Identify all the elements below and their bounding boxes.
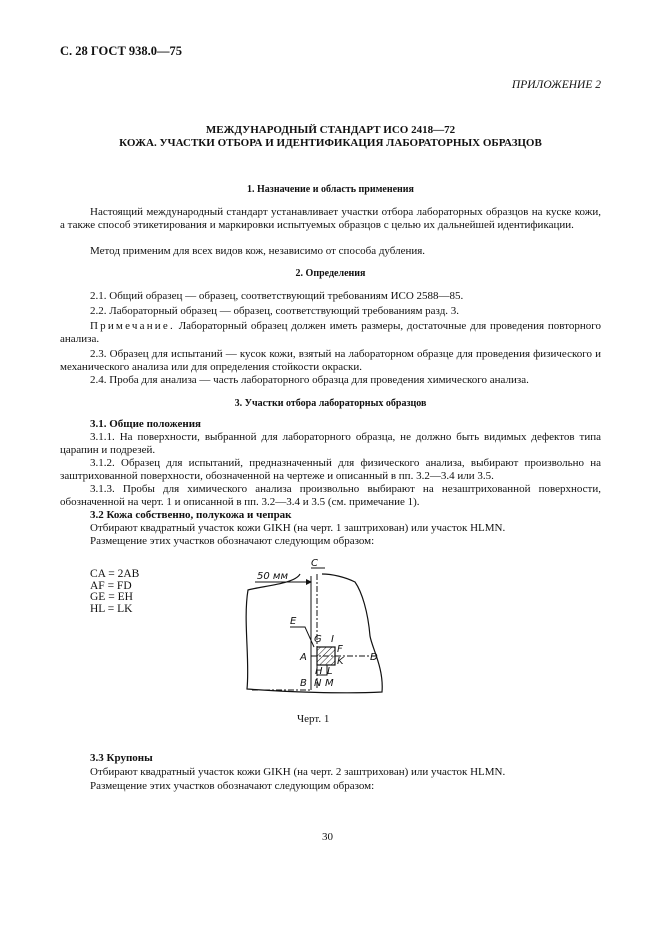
label-B: B [300,678,307,689]
clause-3-3-selection: Отбирают квадратный участок кожи GIKH (на черт. 2 заштрихован) или участок HLMN. [90,766,506,778]
label-D: D [370,652,378,663]
label-E: E [290,616,297,627]
leader-E [290,627,314,647]
definition-2-2: 2.2. Лабораторный образец — образец, соответствующий требованиям разд. 3. [90,305,460,317]
square-GIKH [317,647,335,665]
definition-2-3: 2.3. Образец для испытаний — кусок кожи, взятый на лабораторном образце для проведения физического и механического анализа или для определения стойкости окраски. [60,348,601,374]
definition-2-1: 2.1. Общий образец — образец, соответствующий требованиям ИСО 2588—85. [90,290,464,302]
label-G: G [314,634,322,645]
subsection-3-3-heading: 3.3 Крупоны [90,752,153,764]
section-1-paragraph: Настоящий международный стандарт устанавливает участки отбора лабораторных образцов на куске кожи, а также способ этикетирования и маркировки испытуемых образцов с целью их дальнейшей идентификации. [60,206,601,232]
clause-3-1-2: 3.1.2. Образец для испытаний, предназначенный для физического анализа, выбирают произвольно на заштрихованной поверхности, обозначенной на чертеже и описанный в пп. 3.2—3.4 или 3.5. [60,457,601,483]
section-1-heading: 1. Назначение и область применения [247,184,414,195]
page-header: С. 28 ГОСТ 938.0—75 [60,44,183,58]
standard-title: МЕЖДУНАРОДНЫЙ СТАНДАРТ ИСО 2418—72 [205,124,456,136]
standard-subtitle: КОЖА. УЧАСТКИ ОТБОРА И ИДЕНТИФИКАЦИЯ ЛАБОРАТОРНЫХ ОБРАЗЦОВ [119,137,542,149]
note-label: Примечание. [90,320,175,332]
page-number: 30 [322,831,333,843]
label-L: L [327,666,333,677]
label-C: C [311,558,318,569]
figure-1-caption: Черт. 1 [297,713,330,725]
clause-3-1-3: 3.1.3. Пробы для химического анализа произвольно выбирают на незаштрихованной поверхности, обозначенной на черт. 1 и описанной в пп. 3.2—3.4 и 3.5 (см. примечание 1). [60,483,601,509]
clause-3-2-selection: Отбирают квадратный участок кожи GIKH (на черт. 1 заштрихован) или участок HLMN. [90,522,506,534]
equation: GE = EH [90,591,133,604]
equation: AF = FD [90,579,132,592]
subsection-3-1-heading: 3.1. Общие положения [90,418,201,430]
dimension-label: 50 мм [257,571,288,582]
label-F: F [337,644,343,655]
label-M: M [325,678,334,689]
label-H: H [315,666,323,677]
label-A: A [300,652,307,663]
note-text: Лабораторный образец должен иметь размеры, достаточные для проведения повторного анализа. [60,320,601,346]
appendix-label: ПРИЛОЖЕНИЕ 2 [511,79,601,91]
section-2-heading: 2. Определения [295,268,366,279]
equation: HL = LK [90,602,133,615]
label-I: I [331,634,334,645]
clause-3-3-placement: Размещение этих участков обозначают следующим образом: [90,780,375,792]
label-N: N [314,678,322,689]
subsection-3-2-heading: 3.2 Кожа собственно, полукожа и чепрак [90,509,292,521]
label-K: K [337,656,344,667]
section-3-heading: 3. Участки отбора лабораторных образцов [234,398,427,409]
equation: CA = 2AB [90,568,140,580]
clause-3-2-placement: Размещение этих участков обозначают следующим образом: [90,535,375,547]
definition-2-4: 2.4. Проба для анализа — часть лабораторного образца для проведения химического анализа. [90,374,529,386]
section-1-scope: Метод применим для всех видов кож, независимо от способа дубления. [90,245,426,257]
clause-3-1-1: 3.1.1. На поверхности, выбранной для лабораторного образца, не должно быть видимых дефектов типа царапин и подрезей. [60,431,601,457]
